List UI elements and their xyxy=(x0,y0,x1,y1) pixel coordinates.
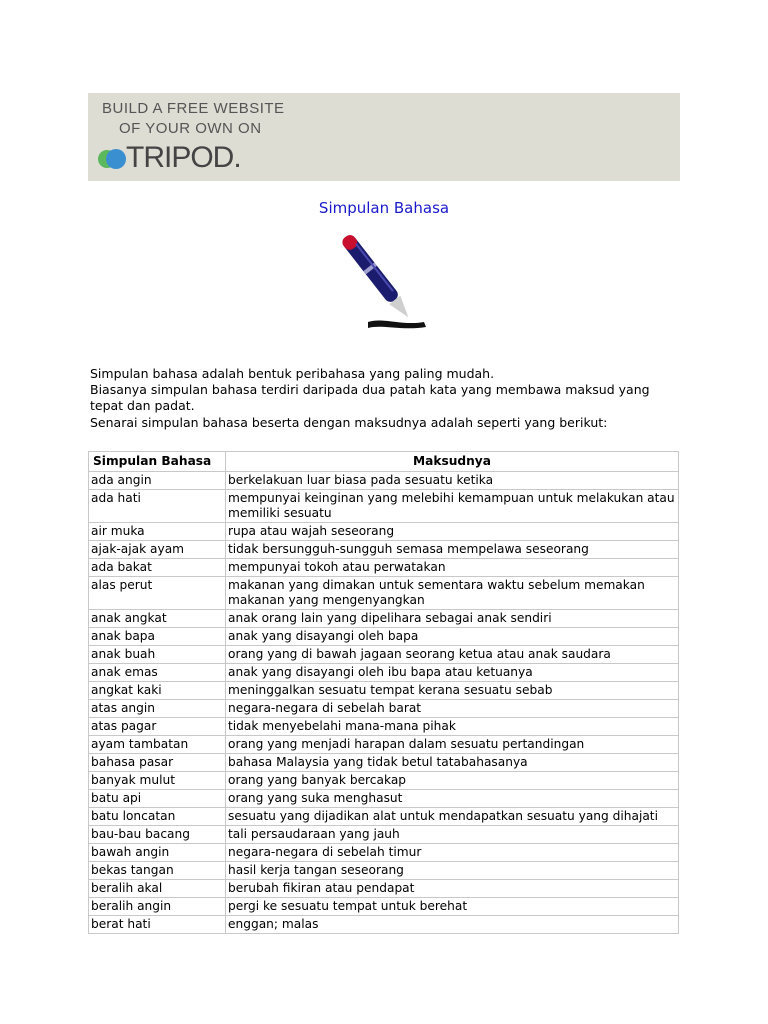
idiom-cell: batu api xyxy=(89,790,226,808)
tripod-ad-banner[interactable] xyxy=(88,93,680,181)
meaning-cell: rupa atau wajah seseorang xyxy=(226,523,679,541)
tripod-logo-text: TRIPOD. xyxy=(126,141,241,174)
page-title: Simpulan Bahasa xyxy=(318,199,450,217)
banner-headline: BUILD A FREE WEBSITE xyxy=(102,100,285,117)
idiom-cell: atas pagar xyxy=(89,718,226,736)
header-idiom: Simpulan Bahasa xyxy=(89,452,226,472)
meaning-cell: tidak bersungguh-sungguh semasa mempelawa seseorang xyxy=(226,541,679,559)
idiom-cell: beralih angin xyxy=(89,898,226,916)
intro-text xyxy=(90,366,670,431)
table-row xyxy=(89,898,679,916)
table-row xyxy=(89,490,679,523)
idiom-cell: bahasa pasar xyxy=(89,754,226,772)
table-row xyxy=(89,790,679,808)
meaning-cell: orang yang suka menghasut xyxy=(226,790,679,808)
meaning-cell: mempunyai keinginan yang melebihi kemampuan untuk melakukan atau memiliki sesuatu xyxy=(226,490,679,523)
idiom-cell: atas angin xyxy=(89,700,226,718)
meaning-cell: enggan; malas xyxy=(226,916,679,934)
intro-line: Simpulan bahasa adalah bentuk peribahasa yang paling mudah. xyxy=(90,366,495,381)
header-meaning: Maksudnya xyxy=(226,452,679,472)
table-row xyxy=(89,610,679,628)
table-row xyxy=(89,628,679,646)
meaning-cell: mempunyai tokoh atau perwatakan xyxy=(226,559,679,577)
meaning-cell: makanan yang dimakan untuk sementara waktu sebelum memakan makanan yang mengenyangkan xyxy=(226,577,679,610)
idiom-cell: anak buah xyxy=(89,646,226,664)
idiom-cell: angkat kaki xyxy=(89,682,226,700)
fountain-pen-icon xyxy=(332,232,432,336)
table-row xyxy=(89,862,679,880)
idiom-cell: ayam tambatan xyxy=(89,736,226,754)
tripod-dot-icon xyxy=(96,147,128,171)
table-row xyxy=(89,646,679,664)
table-row xyxy=(89,559,679,577)
idiom-table xyxy=(88,451,679,934)
idiom-cell: batu loncatan xyxy=(89,808,226,826)
idiom-cell: berat hati xyxy=(89,916,226,934)
table-row xyxy=(89,700,679,718)
table-row xyxy=(89,472,679,490)
idiom-cell: bawah angin xyxy=(89,844,226,862)
meaning-cell: anak yang disayangi oleh ibu bapa atau ketuanya xyxy=(226,664,679,682)
meaning-cell: negara-negara di sebelah barat xyxy=(226,700,679,718)
idiom-cell: ada hati xyxy=(89,490,226,523)
idiom-cell: beralih akal xyxy=(89,880,226,898)
meaning-cell: sesuatu yang dijadikan alat untuk mendapatkan sesuatu yang dihajati xyxy=(226,808,679,826)
meaning-cell: hasil kerja tangan seseorang xyxy=(226,862,679,880)
table-row xyxy=(89,664,679,682)
meaning-cell: negara-negara di sebelah timur xyxy=(226,844,679,862)
meaning-cell: tidak menyebelahi mana-mana pihak xyxy=(226,718,679,736)
table-row xyxy=(89,772,679,790)
table-row xyxy=(89,718,679,736)
table-row xyxy=(89,736,679,754)
idiom-cell: ajak-ajak ayam xyxy=(89,541,226,559)
table-row xyxy=(89,523,679,541)
idiom-cell: anak angkat xyxy=(89,610,226,628)
table-row xyxy=(89,541,679,559)
banner-subline: OF YOUR OWN ON xyxy=(119,120,262,137)
meaning-cell: orang yang banyak bercakap xyxy=(226,772,679,790)
idiom-cell: alas perut xyxy=(89,577,226,610)
table-row xyxy=(89,916,679,934)
meaning-cell: anak yang disayangi oleh bapa xyxy=(226,628,679,646)
meaning-cell: anak orang lain yang dipelihara sebagai anak sendiri xyxy=(226,610,679,628)
intro-line: Senarai simpulan bahasa beserta dengan maksudnya adalah seperti yang berikut: xyxy=(90,414,608,430)
idiom-cell: air muka xyxy=(89,523,226,541)
idiom-cell: anak bapa xyxy=(89,628,226,646)
table-row xyxy=(89,682,679,700)
intro-line: Biasanya simpulan bahasa terdiri daripada dua patah kata yang membawa maksud yang tepat dan padat. xyxy=(90,382,650,414)
table-row xyxy=(89,844,679,862)
meaning-cell: bahasa Malaysia yang tidak betul tatabahasanya xyxy=(226,754,679,772)
table-row xyxy=(89,808,679,826)
table-header-row xyxy=(89,452,679,472)
idiom-cell: ada bakat xyxy=(89,559,226,577)
meaning-cell: berubah fikiran atau pendapat xyxy=(226,880,679,898)
table-row xyxy=(89,826,679,844)
idiom-cell: anak emas xyxy=(89,664,226,682)
table-row xyxy=(89,577,679,610)
meaning-cell: orang yang menjadi harapan dalam sesuatu pertandingan xyxy=(226,736,679,754)
table-row xyxy=(89,880,679,898)
meaning-cell: pergi ke sesuatu tempat untuk berehat xyxy=(226,898,679,916)
meaning-cell: tali persaudaraan yang jauh xyxy=(226,826,679,844)
table-row xyxy=(89,754,679,772)
meaning-cell: meninggalkan sesuatu tempat kerana sesuatu sebab xyxy=(226,682,679,700)
meaning-cell: orang yang di bawah jagaan seorang ketua atau anak saudara xyxy=(226,646,679,664)
idiom-cell: ada angin xyxy=(89,472,226,490)
idiom-cell: bekas tangan xyxy=(89,862,226,880)
idiom-cell: bau-bau bacang xyxy=(89,826,226,844)
idiom-cell: banyak mulut xyxy=(89,772,226,790)
meaning-cell: berkelakuan luar biasa pada sesuatu ketika xyxy=(226,472,679,490)
